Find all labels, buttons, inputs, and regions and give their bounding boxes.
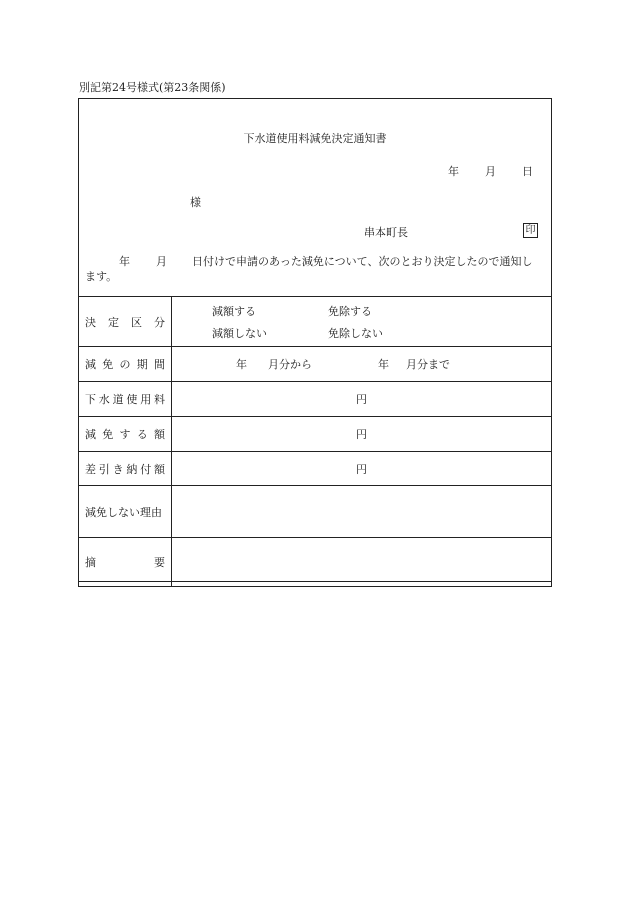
period-label: 減 免 の 期 間 — [79, 347, 172, 382]
table-row-fee — [79, 382, 552, 417]
period-value-cell[interactable] — [172, 347, 552, 382]
seal-mark: 印 — [523, 223, 538, 238]
document-title: 下水道使用料減免決定通知書 — [243, 132, 387, 145]
body-text-line2: ます。 — [85, 270, 118, 283]
period-from-year: 年 — [236, 358, 247, 371]
option-no-exempt[interactable]: 免除しない — [328, 326, 383, 340]
net-payment-label: 差 引 き 納 付 額 — [79, 452, 172, 486]
table-row-decision — [79, 297, 552, 347]
issue-date-day: 日 — [522, 165, 533, 178]
issuer-row — [79, 224, 551, 240]
decision-label: 決 定 区 分 — [79, 297, 172, 347]
body-month: 月 — [156, 255, 167, 268]
issuer-name: 串本町長 — [364, 226, 408, 239]
issue-date — [448, 163, 533, 179]
notice-header — [79, 99, 551, 297]
addressee-honorific: 様 — [190, 196, 201, 209]
reduction-value-cell[interactable] — [172, 417, 552, 452]
net-payment-value-cell[interactable] — [172, 452, 552, 486]
decision-value-cell[interactable] — [172, 297, 552, 347]
reduction-label: 減 免 す る 額 — [79, 417, 172, 452]
option-exempt[interactable]: 免除する — [328, 304, 372, 318]
issue-date-month: 月 — [485, 165, 496, 178]
table-row-remarks — [79, 538, 552, 587]
table-row-reason — [79, 486, 552, 538]
fee-label: 下 水 道 使 用 料 — [79, 382, 172, 417]
body-year: 年 — [119, 255, 130, 268]
reduction-unit: 円 — [356, 428, 367, 441]
fee-unit: 円 — [356, 393, 367, 406]
net-payment-unit: 円 — [356, 462, 367, 476]
option-reduce[interactable]: 減額する — [212, 304, 256, 318]
table-row-net-payment — [79, 452, 552, 486]
table-row-reduction — [79, 417, 552, 452]
issue-date-year: 年 — [448, 165, 459, 178]
reason-value-cell[interactable] — [172, 486, 552, 538]
decision-detail-table — [78, 296, 552, 587]
notice-body-text — [85, 254, 547, 284]
body-text-line1: 日付けで申請のあった減免について、次のとおり決定したので通知し — [192, 255, 533, 268]
form-number-caption: 別記第24号様式(第23条関係) — [79, 81, 226, 94]
remarks-value-cell[interactable] — [172, 538, 552, 587]
option-no-reduce[interactable]: 減額しない — [212, 326, 267, 340]
remarks-label: 摘 要 — [79, 538, 172, 587]
table-row-period — [79, 347, 552, 382]
fee-value-cell[interactable] — [172, 382, 552, 417]
period-from-month: 月分から — [268, 358, 312, 371]
reason-label: 減免しない理由 — [79, 486, 172, 538]
period-to-month: 月分まで — [406, 358, 450, 371]
notice-form — [78, 98, 552, 582]
period-to-year: 年 — [378, 358, 389, 371]
